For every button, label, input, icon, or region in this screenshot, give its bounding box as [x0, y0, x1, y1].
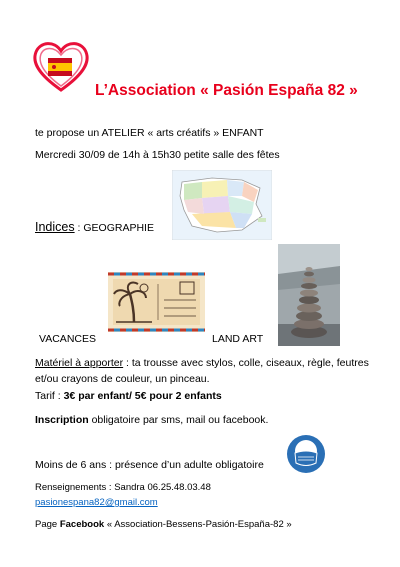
facebook-page: « Association-Bessens-Pasión-España-82 »	[104, 519, 292, 530]
indices-label: Indices	[35, 220, 75, 234]
inscription-line	[35, 414, 268, 426]
email-link[interactable]: pasionespana82@gmail.com	[35, 497, 158, 508]
facebook-prefix: Page	[35, 519, 60, 530]
tarif-label: Tarif :	[35, 390, 64, 402]
stone-stack-photo	[278, 244, 340, 346]
facebook-label: Facebook	[59, 519, 105, 530]
facebook-line	[35, 519, 292, 530]
vacances-caption: VACANCES	[39, 333, 96, 345]
spain-map	[172, 170, 272, 240]
inscription-label: Inscription	[35, 414, 89, 426]
page-title: L’Association « Pasión España 82 »	[95, 82, 358, 99]
tarif-value: 3€ par enfant/ 5€ pour 2 enfants	[63, 390, 222, 402]
tarif-line	[35, 390, 222, 402]
materiel-label: Matériel à apporter	[35, 357, 124, 369]
face-mask-icon	[286, 434, 326, 474]
contact-line: Renseignements : Sandra 06.25.48.03.48	[35, 482, 211, 493]
inscription-text: obligatoire par sms, mail ou facebook.	[88, 414, 269, 426]
moins-line: Moins de 6 ans : présence d’un adulte obligatoire	[35, 459, 264, 471]
date-line: Mercredi 30/09 de 14h à 15h30 petite salle des fêtes	[35, 149, 280, 161]
indices-line	[35, 220, 154, 234]
atelier-line: te propose un ATELIER « arts créatifs » ENFANT	[35, 127, 264, 139]
materiel-text: : ta trousse avec stylos, colle, ciseaux, règle, feutres et/ou crayons de couleur, un pinceau.	[35, 357, 369, 385]
indices-text: : GEOGRAPHIE	[74, 222, 154, 234]
land-art-caption: LAND ART	[212, 333, 264, 345]
materiel-paragraph	[35, 355, 370, 387]
postcard-palm	[108, 272, 205, 332]
